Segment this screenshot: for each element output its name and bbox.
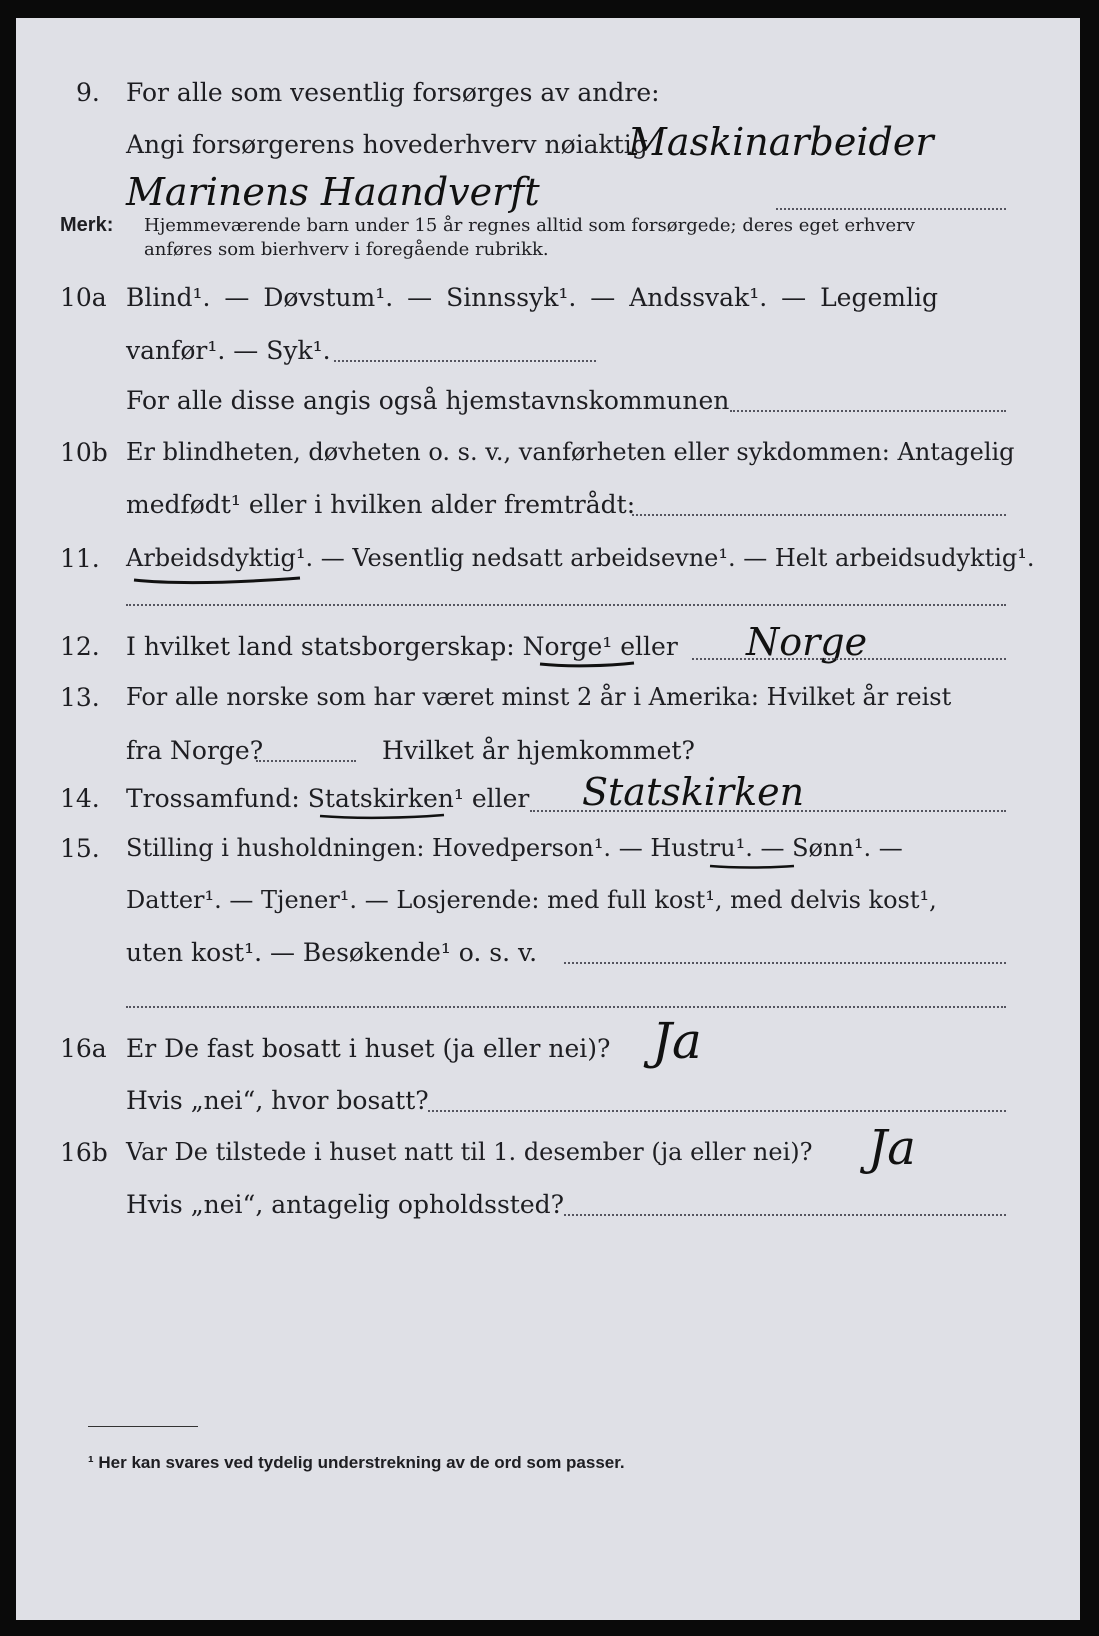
merk-note [16, 214, 1080, 264]
q13-row-1 [16, 683, 1080, 713]
q13-departed-line [256, 760, 356, 762]
q9-number: 9. [76, 78, 100, 107]
q13-text-line1: For alle norske som har været minst 2 år i Amerika: Hvilket år reist [126, 683, 952, 711]
q14-text: Trossamfund: Statskirken¹ eller [126, 784, 530, 813]
q16a-row-1 [16, 1012, 1080, 1070]
q16a-answer: Ja [652, 1012, 702, 1070]
merk-line2: anføres som bierhverv i foregående rubrikk. [144, 239, 549, 260]
q16b-number: 16b [60, 1138, 108, 1167]
q9-answer-employer: Marinens Haandverft [126, 170, 540, 214]
q15-text-line1: Stilling i husholdningen: Hovedperson¹. — Hustru¹. — Sønn¹. — [126, 834, 903, 862]
q16a-text-line1: Er De fast bosatt i huset (ja eller nei)? [126, 1034, 611, 1063]
q16b-text-line1: Var De tilstede i huset natt til 1. desember (ja eller nei)? [126, 1138, 813, 1166]
q14-answer: Statskirken [582, 770, 805, 814]
q10a-text-line3: For alle disse angis også hjemstavnskommunen [126, 386, 730, 415]
q9-answer-line [776, 208, 1006, 210]
q12-text: I hvilket land statsborgerskap: Norge¹ eller [126, 632, 678, 661]
q10a-row-2 [16, 336, 1080, 366]
q11-answer-line [126, 604, 1006, 606]
q12-row [16, 620, 1080, 664]
q15-text-line2: Datter¹. — Tjener¹. — Losjerende: med full kost¹, med delvis kost¹, [126, 886, 937, 914]
q10a-municipality-line [730, 410, 1006, 412]
q11-row-1 [16, 544, 1080, 574]
q12-number: 12. [60, 632, 100, 661]
q10a-sick-line [334, 360, 596, 362]
q15-underline-mark [708, 862, 798, 872]
q10a-row-3 [16, 386, 1080, 416]
q15-number: 15. [60, 834, 100, 863]
q9-row-1 [16, 78, 1080, 108]
q11-underline-mark [132, 574, 302, 586]
q16b-answer: Ja [868, 1120, 916, 1176]
q10b-row-2 [16, 490, 1080, 520]
q10a-text-line2: vanfør¹. — Syk¹. [126, 336, 331, 365]
q10b-text-line2: medfødt¹ eller i hvilken alder fremtrådt: [126, 490, 636, 519]
q13-number: 13. [60, 683, 100, 712]
q11-text-line1: Arbeidsdyktig¹. — Vesentlig nedsatt arbeidsevne¹. — Helt arbeidsudyktig¹. [126, 544, 1035, 572]
q10b-row-1 [16, 438, 1080, 468]
q15-extra-line [126, 1006, 1006, 1008]
q15-row-2 [16, 886, 1080, 916]
footnote: ¹ Her kan svares ved tydelig understrekning av de ord som passer. [88, 1453, 625, 1472]
q12-underline-mark [538, 660, 638, 670]
q9-row-3 [16, 170, 1080, 214]
q10b-text-line1: Er blindheten, døvheten o. s. v., vanførheten eller sykdommen: Antagelig [126, 438, 1015, 466]
q16b-answer-line [564, 1214, 1006, 1216]
q16b-text-line2: Hvis „nei“, antagelig opholdssted? [126, 1190, 565, 1219]
q13-row-2 [16, 736, 1080, 766]
q14-row [16, 770, 1080, 814]
q12-answer: Norge [746, 620, 868, 664]
q9-row-2 [16, 120, 1080, 164]
footnote-rule [88, 1426, 198, 1427]
q15-text-line3: uten kost¹. — Besøkende¹ o. s. v. [126, 938, 538, 967]
q16a-number: 16a [60, 1034, 107, 1063]
q10a-text-line1: Blind¹. — Døvstum¹. — Sinnssyk¹. — Andssvak¹. — Legemlig [126, 283, 938, 312]
q9-text-line1: For alle som vesentlig forsørges av andre: [126, 78, 660, 107]
q16a-text-line2: Hvis „nei“, hvor bosatt? [126, 1086, 429, 1115]
q14-number: 14. [60, 784, 100, 813]
q16a-answer-line [428, 1110, 1006, 1112]
q16a-row-2 [16, 1086, 1080, 1116]
q13-text-returned: Hvilket år hjemkommet? [382, 736, 695, 765]
q16b-row-2 [16, 1190, 1080, 1220]
q10a-number: 10a [60, 283, 107, 312]
census-form-page [16, 18, 1080, 1620]
q10b-answer-line [632, 514, 1006, 516]
q14-answer-line [530, 810, 1006, 812]
q16b-row-1 [16, 1120, 1080, 1176]
q15-row-1 [16, 834, 1080, 864]
merk-line1: Hjemmeværende barn under 15 år regnes alltid som forsørgede; deres eget erhverv [144, 215, 915, 236]
merk-label: Merk: [60, 214, 114, 236]
q10a-row-1 [16, 283, 1080, 313]
q9-text-line2: Angi forsørgerens hovederhverv nøiaktig [126, 130, 648, 159]
q11-number: 11. [60, 544, 100, 573]
q15-answer-line [564, 962, 1006, 964]
q15-row-3 [16, 938, 1080, 968]
q14-underline-mark [318, 812, 448, 822]
q9-answer-occupation: Maskinarbeider [628, 120, 934, 164]
q13-text-departed: fra Norge? [126, 736, 264, 765]
q12-answer-line [692, 658, 1006, 660]
q10b-number: 10b [60, 438, 108, 467]
